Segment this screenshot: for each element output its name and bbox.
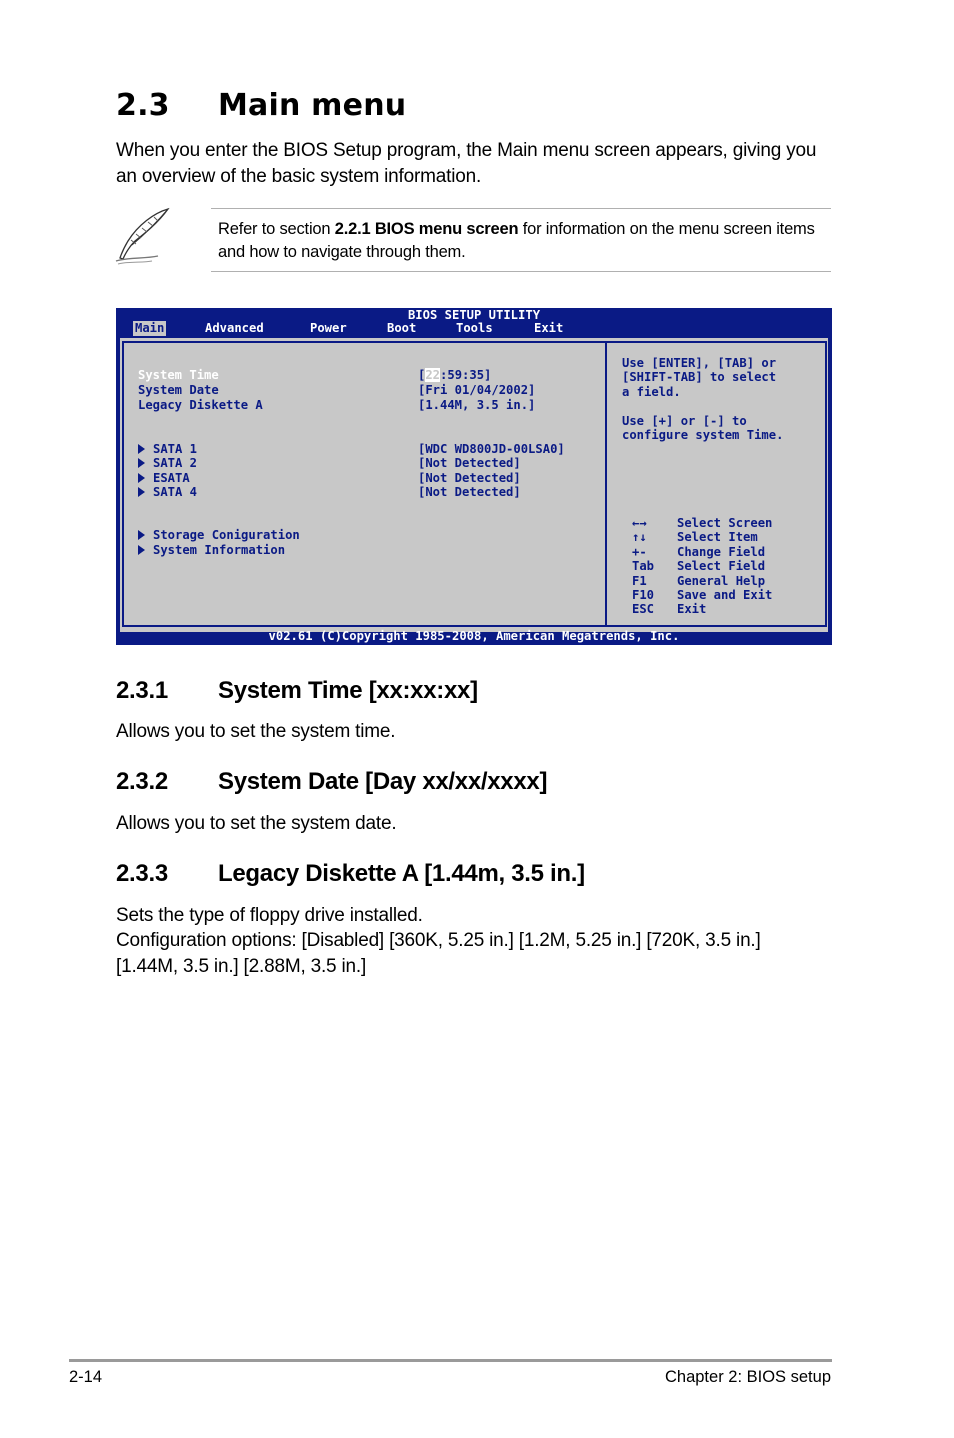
footer-rule — [69, 1359, 832, 1362]
bios-tab-advanced[interactable]: Advanced — [205, 321, 264, 335]
bios-item-sata1[interactable] — [138, 442, 197, 457]
submenu-arrow-icon — [138, 545, 145, 555]
note-box — [211, 208, 831, 272]
bios-item-system-date[interactable]: System Date — [138, 383, 219, 397]
subsection-number: 2.3.1 — [116, 677, 168, 704]
bios-item-legacy-diskette[interactable]: Legacy Diskette A — [138, 398, 263, 412]
key-desc-exit: Exit — [677, 602, 707, 616]
key-desc-general-help: General Help — [677, 574, 766, 588]
time-cursor-field[interactable]: 22 — [425, 368, 441, 382]
subsection-number: 2.3.2 — [116, 768, 168, 795]
bios-item-storage-configuration[interactable] — [138, 528, 300, 543]
subsection-title-system-date — [116, 768, 547, 796]
section-number: 2.3 — [116, 88, 170, 123]
key-up-down-icon: ↑↓ — [632, 530, 647, 544]
bios-value-esata: [Not Detected] — [418, 471, 521, 485]
key-desc-select-screen: Select Screen — [677, 516, 773, 530]
submenu-arrow-icon — [138, 473, 145, 483]
submenu-arrow-icon — [138, 444, 145, 454]
page-number: 2-14 — [69, 1368, 103, 1386]
help-line-1: Use [ENTER], [TAB] or — [622, 356, 777, 370]
feather-pen-icon — [114, 207, 174, 265]
sata1-label: SATA 1 — [153, 442, 198, 456]
chapter-label: Chapter 2: BIOS setup — [664, 1368, 831, 1386]
bios-value-system-date[interactable]: [Fri 01/04/2002] — [418, 383, 536, 397]
bios-value-sata1: [WDC WD800JD-00LSA0] — [418, 442, 565, 456]
note-prefix: Refer to section — [218, 220, 335, 238]
key-plus-minus: +- — [632, 545, 647, 559]
note-suffix: for information on the menu screen items and how to navigate through them. — [218, 220, 815, 261]
help-line-3: a field. — [622, 385, 681, 399]
key-f10: F10 — [632, 588, 655, 602]
subsection-title-text: System Date [Day xx/xx/xxxx] — [218, 768, 548, 795]
system-date-description: Allows you to set the system date. — [116, 813, 397, 834]
key-esc: ESC — [632, 602, 655, 616]
sata2-label: SATA 2 — [153, 456, 198, 470]
bios-item-system-time[interactable]: System Time — [138, 368, 219, 382]
bios-value-system-time[interactable] — [418, 368, 491, 383]
subsection-title-system-time — [116, 677, 478, 705]
bios-item-sata2[interactable] — [138, 456, 197, 471]
storage-config-label: Storage Coniguration — [153, 528, 300, 542]
key-desc-change-field: Change Field — [677, 545, 766, 559]
legacy-diskette-options: Configuration options: [Disabled] [360K, 5.25 in.] [1.2M, 5.25 in.] [720K, 3.5 in.] [1.44M, 3.5 in.] [2.88M, 3.5 in.] — [116, 930, 761, 977]
bios-screen — [116, 308, 832, 645]
bios-value-sata2: [Not Detected] — [418, 456, 521, 470]
key-desc-select-field: Select Field — [677, 559, 766, 573]
key-desc-save-exit: Save and Exit — [677, 588, 773, 602]
bios-tab-tools[interactable]: Tools — [456, 321, 493, 335]
submenu-arrow-icon — [138, 458, 145, 468]
intro-paragraph: When you enter the BIOS Setup program, the Main menu screen appears, giving you an overview of the basic system information. — [116, 140, 817, 187]
bios-tab-boot[interactable]: Boot — [387, 321, 417, 335]
help-line-2: [SHIFT-TAB] to select — [622, 370, 777, 384]
bios-value-legacy-diskette[interactable]: [1.44M, 3.5 in.] — [418, 398, 536, 412]
key-tab: Tab — [632, 559, 655, 573]
bios-tab-exit[interactable]: Exit — [534, 321, 564, 335]
bios-item-esata[interactable] — [138, 471, 190, 486]
time-rest: :59:35] — [440, 368, 492, 382]
sata4-label: SATA 4 — [153, 485, 198, 499]
key-left-right-icon: ←→ — [632, 516, 647, 530]
bios-tab-power[interactable]: Power — [310, 321, 347, 335]
legacy-diskette-description: Sets the type of floppy drive installed. — [116, 905, 423, 926]
system-info-label: System Information — [153, 543, 286, 557]
system-time-description: Allows you to set the system time. — [116, 721, 396, 742]
subsection-title-text: Legacy Diskette A [1.44m, 3.5 in.] — [218, 860, 585, 887]
submenu-arrow-icon — [138, 487, 145, 497]
help-line-5: Use [+] or [-] to — [622, 414, 747, 428]
subsection-title-text: System Time [xx:xx:xx] — [218, 677, 478, 704]
time-bracket: [ — [418, 368, 426, 382]
note-link: 2.2.1 BIOS menu screen — [334, 220, 519, 238]
bios-value-sata4: [Not Detected] — [418, 485, 521, 499]
submenu-arrow-icon — [138, 530, 145, 540]
bios-item-sata4[interactable] — [138, 485, 197, 500]
subsection-title-legacy-diskette — [116, 860, 585, 888]
esata-label: ESATA — [153, 471, 190, 485]
bios-tab-main[interactable]: Main — [135, 321, 165, 335]
key-desc-select-item: Select Item — [677, 530, 758, 544]
subsection-number: 2.3.3 — [116, 860, 168, 887]
key-f1: F1 — [632, 574, 647, 588]
note-text — [218, 218, 828, 264]
section-title — [116, 88, 406, 123]
help-line-6: configure system Time. — [622, 428, 784, 442]
bios-item-system-information[interactable] — [138, 543, 285, 558]
bios-panel — [120, 338, 828, 632]
bios-title: BIOS SETUP UTILITY — [407, 308, 541, 322]
bios-menubar — [116, 321, 832, 336]
bios-copyright: v02.61 (C)Copyright 1985-2008, American Megatrends, Inc. — [268, 629, 680, 643]
section-title-text: Main menu — [218, 88, 407, 123]
